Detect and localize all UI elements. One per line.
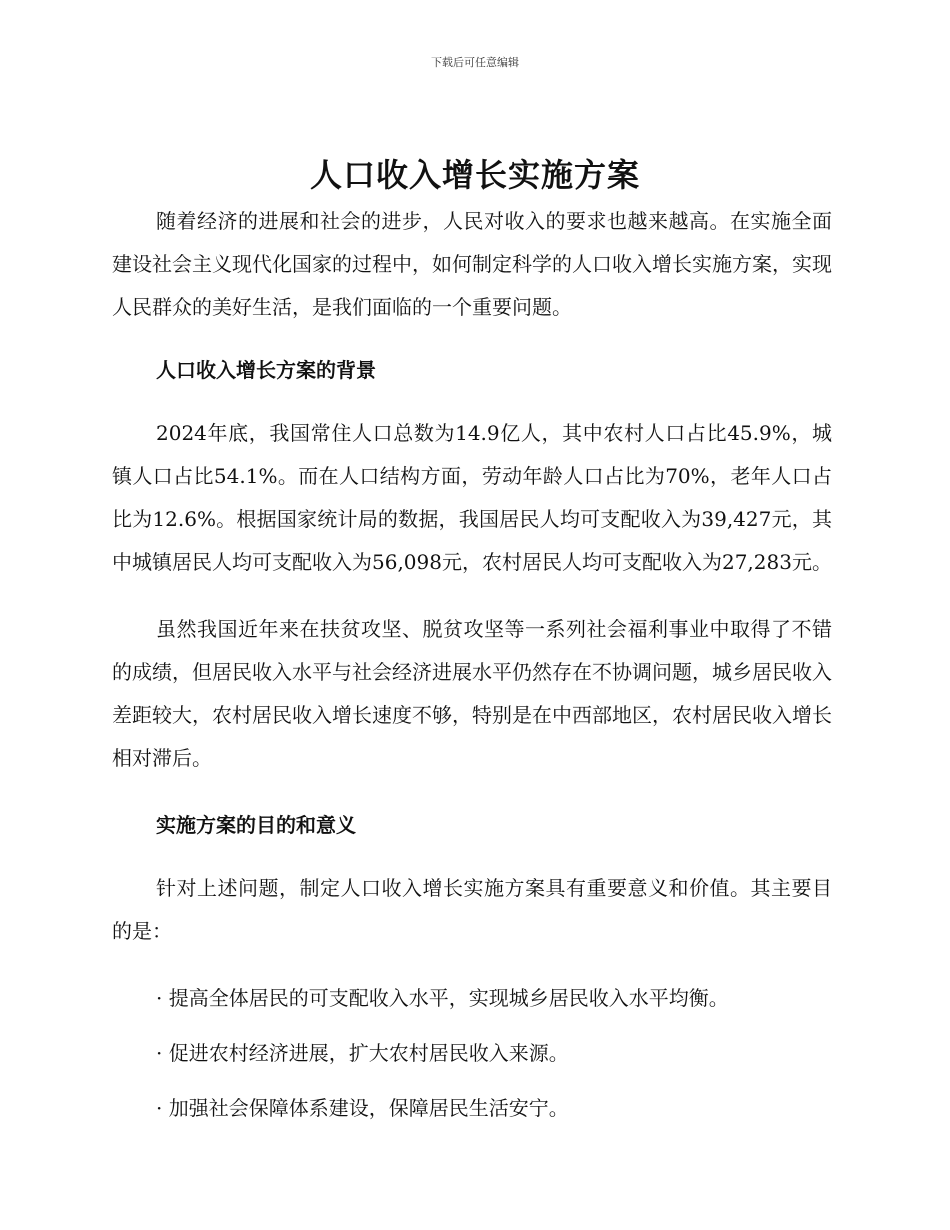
section-background — [112, 349, 832, 780]
document-body — [112, 200, 832, 1142]
body-paragraph: 针对上述问题，制定人口收入增长实施方案具有重要意义和价值。其主要目的是： — [112, 876, 832, 943]
document-title: 人口收入增长实施方案 — [309, 156, 640, 194]
body-paragraph: 2024年底，我国常住人口总数为14.9亿人，其中农村人口占比45.9%，城镇人口占比54.1%。而在人口结构方面，劳动年龄人口占比为70%，老年人口占比为12.6%。根据国家统计局的数据，我国居民人均可支配收入为39,427元，其中城镇居民人均可支配收入为56,098元，农村居民人均可支配收入为27,283元。 — [112, 421, 832, 574]
list-item: · 加强社会保障体系建设，保障居民生活安宁。 — [156, 1096, 569, 1120]
list-item: · 促进农村经济进展，扩大农村居民收入来源。 — [156, 1041, 569, 1065]
section-heading: 实施方案的目的和意义 — [156, 813, 356, 837]
goal-list — [112, 977, 832, 1130]
page-header-note: 下载后可任意编辑 — [431, 56, 519, 69]
body-paragraph: 虽然我国近年来在扶贫攻坚、脱贫攻坚等一系列社会福利事业中取得了不错的成绩，但居民收入水平与社会经济进展水平仍然存在不协调问题，城乡居民收入差距较大，农村居民收入增长速度不够，特别是在中西部地区，农村居民收入增长相对滞后。 — [112, 617, 832, 770]
section-heading: 人口收入增长方案的背景 — [156, 358, 376, 382]
list-item: · 提高全体居民的可支配收入水平，实现城乡居民收入水平均衡。 — [156, 986, 729, 1010]
section-purpose — [112, 804, 832, 1130]
intro-paragraph: 随着经济的进展和社会的进步，人民对收入的要求也越来越高。在实施全面建设社会主义现代化国家的过程中，如何制定科学的人口收入增长实施方案，实现人民群众的美好生活，是我们面临的一个重要问题。 — [112, 209, 832, 319]
